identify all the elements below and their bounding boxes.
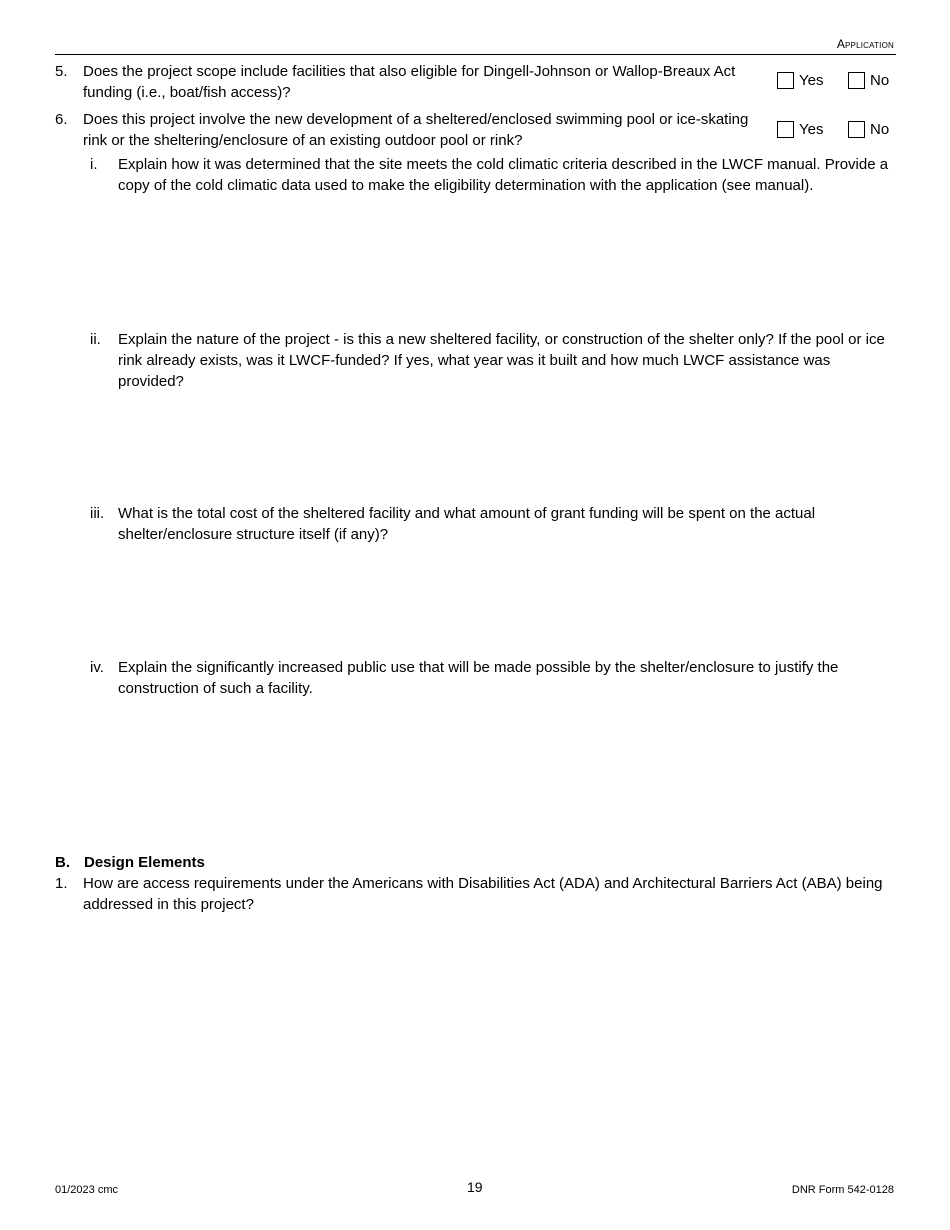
question-5-no-label: No: [870, 72, 890, 89]
subquestion-ii-number: ii.: [90, 331, 101, 348]
question-6-no-checkbox[interactable]: [848, 121, 865, 138]
subquestion-iv-answer-area[interactable]: [118, 704, 896, 844]
page-number: 19: [467, 1179, 483, 1195]
subquestion-iii-answer-area[interactable]: [118, 550, 896, 650]
question-5-yes-label: Yes: [799, 72, 824, 89]
question-6-yes-option[interactable]: [777, 119, 823, 140]
question-5-yes-checkbox[interactable]: [777, 72, 794, 89]
question-5-text: Does the project scope include facilities that also eligible for Dingell-Johnson or Wallop-Breaux Act funding (i.e., boat/fish access)?: [83, 63, 736, 101]
question-5-no-checkbox[interactable]: [848, 72, 865, 89]
question-6-yes-label: Yes: [799, 121, 824, 138]
question-6-no-label: No: [870, 121, 890, 138]
subquestion-iii-number: iii.: [90, 505, 105, 522]
subquestion-ii-text: Explain the nature of the project - is this a new sheltered facility, or construction of the shelter only? If the pool or ice rink already exists, was it LWCF-funded? If yes, what year was it built and how much LWCF assistance was provided?: [118, 331, 885, 390]
subquestion-ii-answer-area[interactable]: [118, 397, 896, 497]
subquestion-i-answer-area[interactable]: [118, 222, 896, 322]
question-6-yes-checkbox[interactable]: [777, 121, 794, 138]
question-5-number: 5.: [55, 63, 68, 80]
header-divider: [55, 54, 896, 55]
subquestion-iii-text: What is the total cost of the sheltered facility and what amount of grant funding will be spent on the actual shelter/enclosure structure itself (if any)?: [118, 505, 816, 543]
section-b-question-1-number: 1.: [55, 875, 68, 892]
subquestion-i-text: Explain how it was determined that the site meets the cold climatic criteria described in the LWCF manual. Provide a copy of the cold climatic data used to make the eligibility determination with the application (see manual).: [118, 156, 889, 194]
footer-form-date: 01/2023 cmc: [55, 1184, 118, 1196]
question-6-text: Does this project involve the new development of a sheltered/enclosed swimming pool or ice-skating rink or the sheltering/enclosure of an existing outdoor pool or rink?: [83, 111, 749, 149]
subquestion-iv-text: Explain the significantly increased public use that will be made possible by the shelter/enclosure to justify the construction of such a facility.: [118, 659, 839, 697]
section-b-question-1-text: How are access requirements under the Americans with Disabilities Act (ADA) and Architectural Barriers Act (ABA) being addressed in this project?: [83, 875, 883, 913]
section-b-title: Design Elements: [84, 854, 205, 871]
subquestion-i-number: i.: [90, 156, 98, 173]
question-6-number: 6.: [55, 111, 68, 128]
section-b-question-1-answer-area[interactable]: [83, 920, 895, 1160]
question-5-no-option[interactable]: [848, 70, 889, 91]
section-header-label: Application: [836, 37, 894, 51]
section-b-letter: B.: [55, 854, 70, 871]
question-6-no-option[interactable]: [848, 119, 889, 140]
footer-form-number: DNR Form 542-0128: [791, 1184, 894, 1196]
subquestion-iv-number: iv.: [90, 659, 104, 676]
question-5-yes-option[interactable]: [777, 70, 823, 91]
